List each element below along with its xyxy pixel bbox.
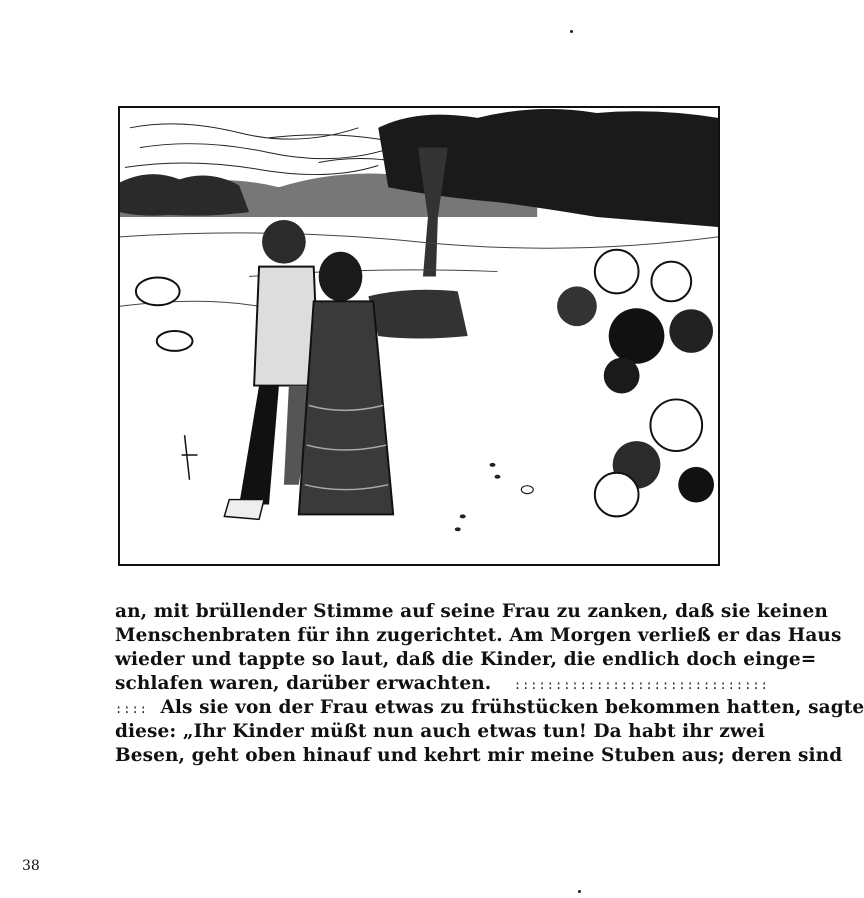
text-line-3: wieder und tappte so laut, daß die Kinder, die endlich doch einge= xyxy=(115,649,817,670)
footprints xyxy=(455,463,533,531)
text-line-5 xyxy=(115,696,864,720)
text-line-4-content: schlafen waren, darüber erwachten. xyxy=(115,673,492,694)
print-speck-bottom xyxy=(578,890,581,893)
text-line-5-content: Als sie von der Frau etwas zu frühstücken bekommen hatten, sagte xyxy=(160,697,864,718)
illustration-drawing xyxy=(120,108,718,564)
page-number: 38 xyxy=(22,858,40,874)
signature-mark xyxy=(182,435,198,480)
print-speck-top xyxy=(570,30,573,33)
text-line-2: Menschenbraten für ihn zugerichtet. Am Morgen verließ er das Haus xyxy=(115,625,842,646)
line-filler-ornament: ::::::::::::::::::::::::::::::: xyxy=(513,678,769,692)
body-text xyxy=(115,600,864,768)
rock xyxy=(136,278,180,306)
illustration xyxy=(118,106,720,566)
text-line-1: an, mit brüllender Stimme auf seine Frau zu zanken, daß sie keinen xyxy=(115,601,828,622)
line-indent-ornament: :::: xyxy=(115,702,148,716)
hedge xyxy=(368,290,467,339)
text-line-6: diese: „Ihr Kinder müßt nun auch etwas tun! Da habt ihr zwei xyxy=(115,721,765,742)
text-line-7: Besen, geht oben hinauf und kehrt mir meine Stuben aus; deren sind xyxy=(115,745,843,766)
text-line-4 xyxy=(115,672,769,696)
rock-small xyxy=(157,331,193,351)
cabbage-patch xyxy=(557,250,714,517)
